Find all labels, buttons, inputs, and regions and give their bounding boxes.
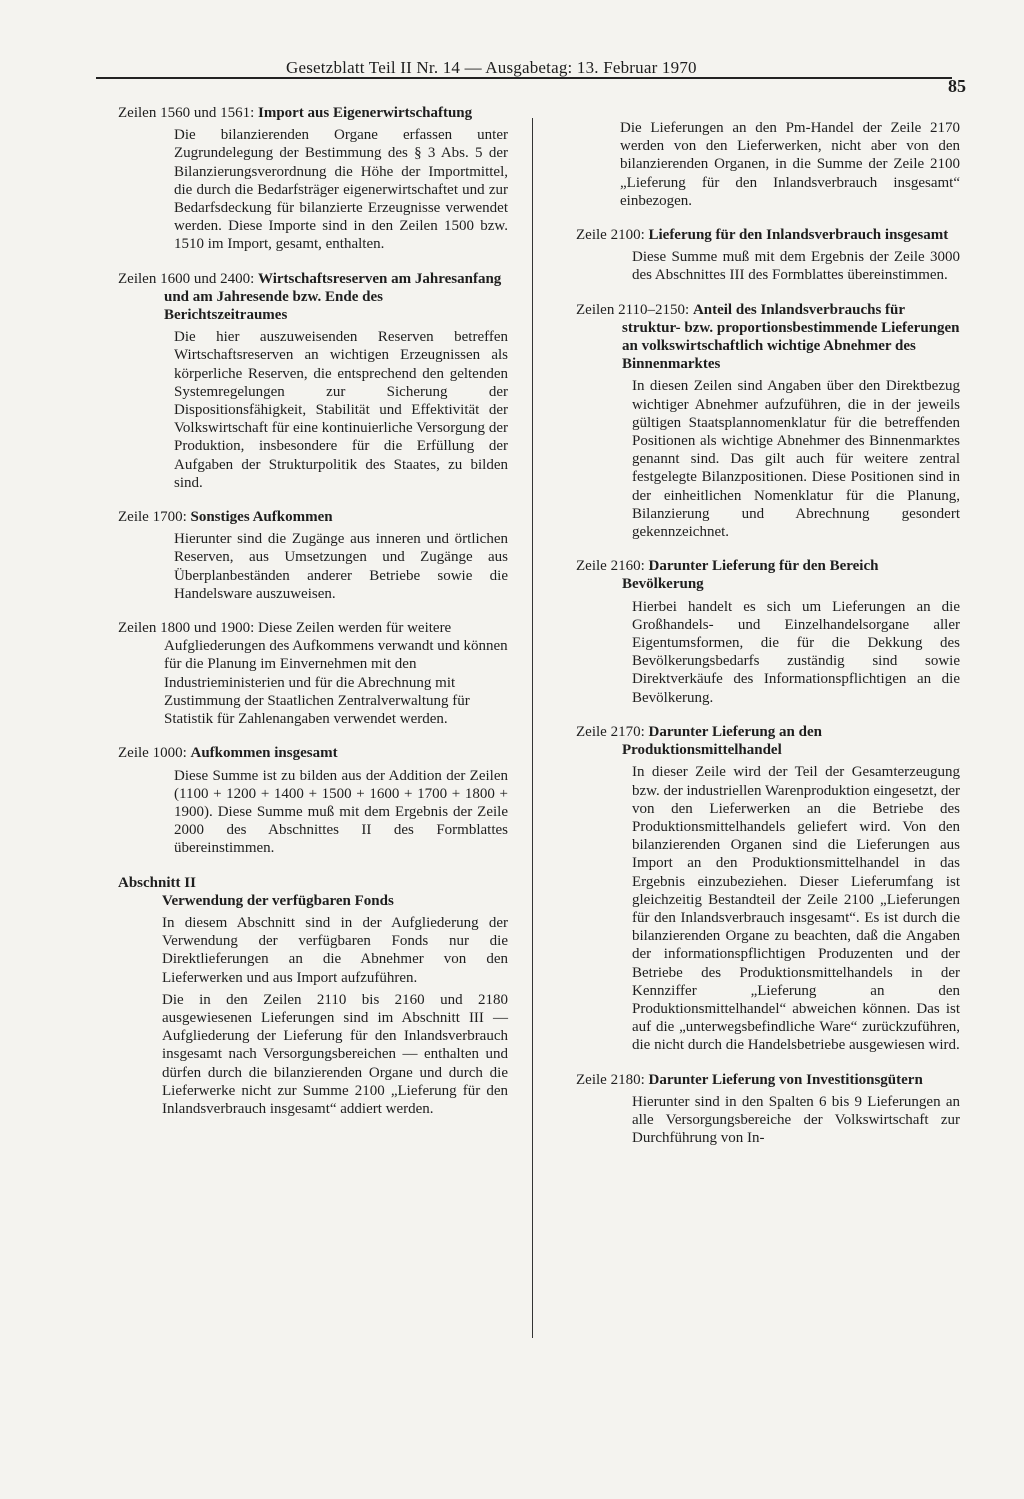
intro-paragraph: Die Lieferungen an den Pm-Handel der Zeile 2170 werden von den Lieferwerken, nicht aber von den bilanzierenden Organen, in die Summe der Zeile 2100 „Lieferung für den Inlandsverbrauch insgesamt“ einbezogen. bbox=[620, 120, 960, 209]
left-column bbox=[118, 104, 508, 1118]
entry-heading: Zeile 2170: Darunter Lieferung an den Produktionsmittelhandel bbox=[576, 723, 822, 759]
running-header bbox=[96, 58, 976, 96]
entry-text: Hierbei handelt es sich um Lieferungen an die Großhandels- und Einzelhandelsorgane aller Eigentumsformen, die für die Dekkung des Bevölkerungsbedarfs zuständig sind sowie Direktverkäufe des Informationspflichtigen an die Bevölkerung. bbox=[632, 598, 960, 706]
header-rule bbox=[96, 77, 952, 79]
entry-heading: Zeile 2100: Lieferung für den Inlandsverbrauch insgesamt bbox=[576, 227, 949, 244]
entry-text: Die hier auszuweisenden Reserven betreffen Wirtschaftsreserven an wichtigen Erzeugnissen als körperliche Reserven, die entsprechend den geltenden Systemregelungen zur Sicherung der Dispositionsfähigkeit, Stabilität und Effektivität der Volkswirtschaft für eine kontinuierliche Versorgung der Produktion, insbesondere für die Erfüllung der Aufgaben der Strukturpolitik des Staates, zu bilden sind. bbox=[174, 329, 508, 491]
entry-heading: Zeilen 1600 und 2400: Wirtschaftsreserven am Jahresanfang und am Jahresende bzw. Ende des Berichtszeitraumes bbox=[118, 270, 502, 324]
entry-text: Die bilanzierenden Organe erfassen unter Zugrundelegung der Bestimmung des § 3 Abs. 5 der Bilanzierungsverordnung die Höhe der Importmittel, die durch die Bedarfsträger eigenerwirtschaftet und zur Bedarfsdeckung für bilanzierte Erzeugnisse verwendet werden. Diese Importe sind in den Zeilen 1500 bzw. 1510 im Import, gesamt, enthalten. bbox=[174, 127, 508, 253]
section-subtitle: Verwendung der verfügbaren Fonds bbox=[162, 892, 394, 909]
entry-heading: Zeilen 1800 und 1900: Diese Zeilen werden für weitere Aufgliederungen des Aufkommens verwandt und können für die Planung im Einvernehmen mit den Industrieministerien und für die Abrechnung mit Zustimmung der Staatlichen Zentralverwaltung für Statistik für Zahlenangaben verwendet werden. bbox=[118, 620, 508, 728]
running-title: Gesetzblatt Teil II Nr. 14 — Ausgabetag: 13. Februar 1970 bbox=[286, 58, 697, 77]
page-number: 85 bbox=[948, 76, 966, 96]
entry-heading: Zeile 2180: Darunter Lieferung von Investitionsgütern bbox=[576, 1071, 923, 1088]
entry-heading: Zeilen 2110–2150: Anteil des Inlandsverbrauchs für struktur- bzw. proportionsbestimmende Lieferungen an volkswirtschaftlich wichtige Abnehmer des Binnenmarktes bbox=[576, 301, 960, 373]
entry-text: Hierunter sind die Zugänge aus inneren und örtlichen Reserven, aus Umsetzungen und Zugänge aus Überplanbeständen anderer Betriebe sowie die Handelsware auszuweisen. bbox=[174, 531, 508, 602]
entry-text: Diese Summe ist zu bilden aus der Addition der Zeilen (1100 + 1200 + 1400 + 1500 + 1600 + 1700 + 1800 + 1900). Diese Summe muß mit dem Ergebnis der Zeile 2000 des Abschnittes II des Formblattes übereinstimmen. bbox=[174, 767, 508, 857]
entry-text: Hierunter sind in den Spalten 6 bis 9 Lieferungen an alle Versorgungsbereiche der Volkswirtschaft zur Durchführung von In- bbox=[632, 1093, 960, 1147]
column-divider bbox=[532, 118, 533, 1338]
entry-heading: Zeile 1700: Sonstiges Aufkommen bbox=[118, 509, 333, 526]
entry-text: In diesen Zeilen sind Angaben über den Direktbezug wichtiger Abnehmer aufzuführen, die in der jeweils gültigen Staatsplannomenklatur für die betreffenden Positionen als wichtige Abnehmer des Binnenmarktes genannt sind. Das gilt auch für weitere zentral festgelegte Bilanzpositionen. Diese Positionen sind in der einheitlichen Nomenklatur für die Planung, Bilanzierung und Abrechnung gesondert gekennzeichnet. bbox=[632, 378, 960, 541]
right-column bbox=[576, 119, 960, 1147]
entry-text: Diese Zeilen werden für weitere Aufgliederungen des Aufkommens verwandt und können für die Planung im Einvernehmen mit den Industrieministerien und für die Abrechnung mit Zustimmung der Staatlichen Zentralverwaltung für Statistik für Zahlenangaben verwendet werden. bbox=[164, 620, 508, 728]
entry-heading: Zeile 1000: Aufkommen insgesamt bbox=[118, 745, 338, 762]
entry-heading: Zeile 2160: Darunter Lieferung für den Bereich Bevölkerung bbox=[576, 558, 879, 593]
section-paragraph: Die in den Zeilen 2110 bis 2160 und 2180 ausgewiesenen Lieferungen sind im Abschnitt III — Aufgliederung der Lieferung für den Inlandsverbrauch insgesamt nach Versorgungsbereichen — enthalten und dürfen durch die bilanzierenden Organe und durch die Lieferwerke nicht zur Summe 2100 „Lieferung für den Inlandsverbrauch insgesamt“ addiert werden. bbox=[162, 991, 508, 1117]
section-title: Abschnitt II bbox=[118, 874, 196, 891]
entry-text: In dieser Zeile wird der Teil der Gesamterzeugung bzw. der industriellen Warenproduktion eingesetzt, der von den Lieferwerken an die Betriebe des Produktionsmittelhandels geliefert wird. Von den bilanzierenden Organen sind die Lieferungen aus Import an den Produktionsmittelhandel in das Ergebnis einzubeziehen. Dieser Lieferumfang ist gleichzeitig Bestandteil der Zeile 2100 „Lieferungen für den Inlandsverbrauch insgesamt“. Es ist durch die bilanzierenden Organe zu beachten, daß die Angaben der informationspflichtigen Produzenten und der Betriebe des Produktionsmittelhandels in der Kennziffer „Lieferung an den Produktionsmittelhandel“ abweichen können. Das ist auf die „unterwegsbefindliche Ware“ zurückzuführen, die nicht durch die Handelsbetriebe ausgewiesen wird. bbox=[632, 764, 960, 1054]
entry-heading: Zeilen 1560 und 1561: Import aus Eigenerwirtschaftung bbox=[118, 105, 473, 121]
entry-text: Diese Summe muß mit dem Ergebnis der Zeile 3000 des Abschnittes III des Formblattes übereinstimmen. bbox=[632, 249, 960, 284]
section-paragraph: In diesem Abschnitt sind in der Aufgliederung der Verwendung der verfügbaren Fonds nur die Direktlieferungen an die Abnehmer von den Lieferwerken und aus Import aufzuführen. bbox=[162, 914, 508, 986]
